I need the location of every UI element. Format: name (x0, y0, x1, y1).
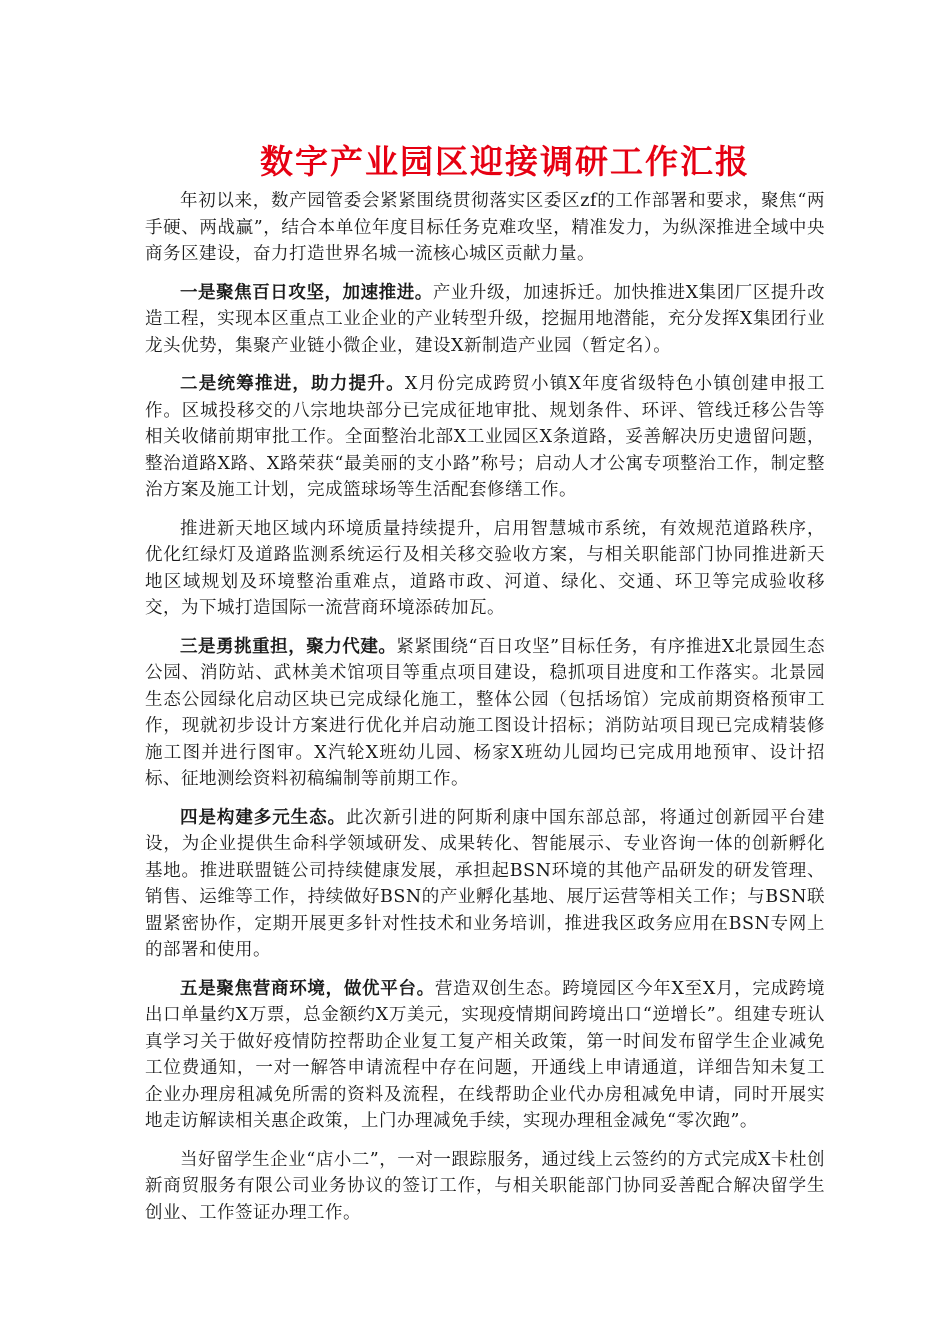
paragraph-text: 产业升级，加速拆迁。加快推进X集团厂区提升改造工程，实现本区重点工业企业的产业转型升级，挖掘用地潜能，充分发挥X集团行业龙头优势，集聚产业链小微企业，建设X新制造产业园（暂定名）。 (145, 282, 825, 356)
paragraph-text: 当好留学生企业“店小二”，一对一跟踪服务，通过线上云签约的方式完成X卡杜创新商贸服务有限公司业务协议的签订工作，与相关职能部门协同妥善配合解决留学生创业、工作签证办理工作。 (145, 1149, 825, 1223)
paragraph-text: X月份完成跨贸小镇X年度省级特色小镇创建申报工作。区城投移交的八宗地块部分已完成征地审批、规划条件、环评、管线迁移公告等相关收储前期审批工作。全面整治北部X工业园区X条道路，妥善解决历史遗留问题，整治道路X路、X路荣获“最美丽的支小路”称号；启动人才公寓专项整治工作，制定整治方案及施工计划，完成篮球场等生活配套修缮工作。 (145, 374, 826, 500)
paragraph-text: 推进新天地区域内环境质量持续提升，启用智慧城市系统，有效规范道路秩序，优化红绿灯及道路监测系统运行及相关移交验收方案，与相关职能部门协同推进新天地区域规划及环境整治重难点，道路市政、河道、绿化、交通、环卫等完成验收移交，为下城打造国际一流营商环境添砖加瓦。 (145, 518, 825, 618)
paragraph-section-4 (145, 805, 825, 964)
section-heading: 五是聚焦营商环境，做优平台。 (180, 978, 435, 999)
document-title: 数字产业园区迎接调研工作汇报 (260, 142, 750, 181)
paragraph-text: 营造双创生态。跨境园区今年X至X月，完成跨境出口单量约X万票，总金额约X万美元，实现疫情期间跨境出口“逆增长”。组建专班认真学习关于做好疫情防控帮助企业复工复产相关政策，第一时间发布留学生企业减免工位费通知，一对一解答申请流程中存在问题，开通线上申请通道，详细告知未复工企业办理房租减免所需的资料及流程，在线帮助企业代办房租减免申请，同时开展实地走访解读相关惠企政策，上门办理减免手续，实现办理租金减免“零次跑”。 (145, 978, 826, 1131)
paragraph-section-2 (145, 371, 825, 504)
paragraph-section-3 (145, 634, 825, 793)
section-heading: 二是统筹推进，助力提升。 (180, 374, 405, 394)
section-heading: 三是勇挑重担，聚力代建。 (180, 636, 397, 657)
paragraph-environment (145, 516, 825, 622)
paragraph-intro (145, 188, 825, 268)
paragraph-section-1 (145, 280, 825, 360)
paragraph-text: 年初以来，数产园管委会紧紧围绕贯彻落实区委区zf的工作部署和要求，聚焦“两手硬、两战赢”，结合本单位年度目标任务克难攻坚，精准发力，为纵深推进全域中央商务区建设，奋力打造世界名城一流核心城区贡献力量。 (145, 191, 825, 264)
document-page (145, 0, 825, 1226)
paragraph-section-5 (145, 976, 825, 1135)
paragraph-service (145, 1147, 825, 1227)
section-heading: 一是聚焦百日攻坚，加速推进。 (180, 282, 433, 303)
section-heading: 四是构建多元生态。 (180, 807, 346, 828)
paragraph-text: 紧紧围绕“百日攻坚”目标任务，有序推进X北景园生态公园、消防站、武林美术馆项目等重点项目建设，稳抓项目进度和工作落实。北景园生态公园绿化启动区块已完成绿化施工，整体公园（包括场馆）完成前期资格预审工作，现就初步设计方案进行优化并启动施工图设计招标；消防站项目现已完成精装修施工图并进行图审。X汽轮X班幼儿园、杨家X班幼儿园均已完成用地预审、设计招标、征地测绘资料初稿编制等前期工作。 (145, 636, 826, 789)
paragraph-text: 此次新引进的阿斯利康中国东部总部，将通过创新园平台建设，为企业提供生命科学领域研发、成果转化、智能展示、专业咨询一体的创新孵化基地。推进联盟链公司持续健康发展，承担起BSN环境的其他产品研发的研发管理、销售、运维等工作，持续做好BSN的产业孵化基地、展厅运营等相关工作；与BSN联盟紧密协作，定期开展更多针对性技术和业务培训，推进我区政务应用在BSN专网上的部署和使用。 (145, 807, 826, 960)
